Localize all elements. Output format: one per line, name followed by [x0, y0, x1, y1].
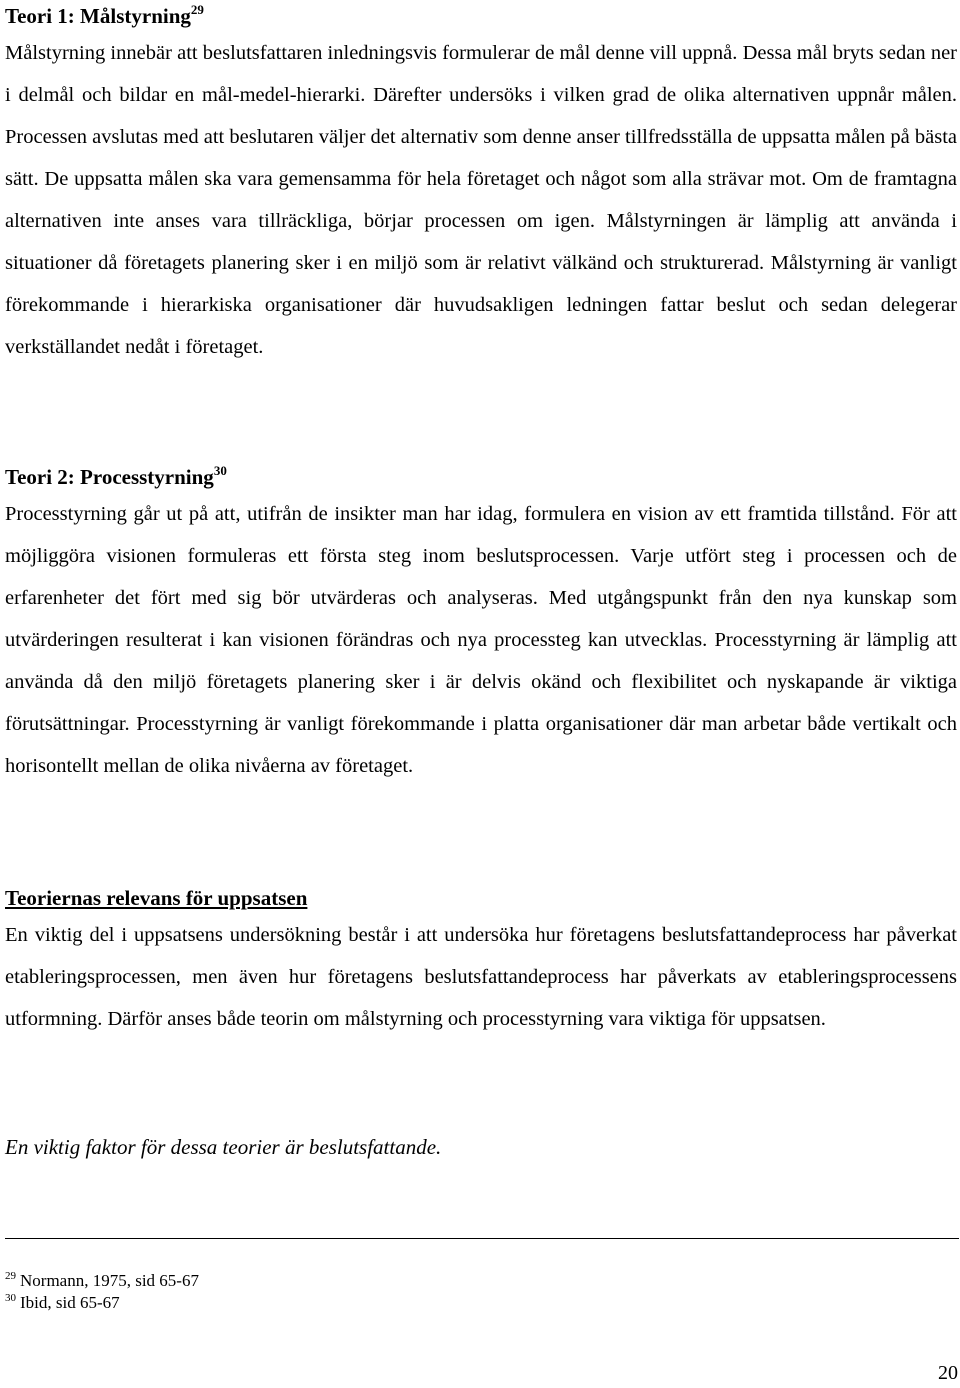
section-title: Teori 1: Målstyrning [5, 4, 191, 28]
footnote-text: Ibid, sid 65-67 [20, 1293, 120, 1312]
page-number: 20 [938, 1362, 958, 1384]
section-heading [5, 886, 957, 910]
footnote-number: 30 [5, 1292, 16, 1304]
section-heading [5, 465, 957, 489]
footnote-item [5, 1292, 199, 1314]
footnote-ref: 29 [190, 2, 204, 17]
footnote-item [5, 1270, 199, 1292]
section-malstyrning [5, 4, 957, 368]
section-title: Teoriernas relevans för uppsatsen [5, 886, 308, 910]
footnotes [5, 1270, 199, 1314]
section-title: Teori 2: Processtyrning [5, 465, 214, 489]
italic-note: En viktig faktor för dessa teorier är beslutsfattande. [5, 1135, 442, 1159]
footnote-number: 29 [5, 1270, 16, 1282]
section-relevans [5, 886, 957, 1040]
section-body: Processtyrning går ut på att, utifrån de insikter man har idag, formulera en vision av ett framtida tillstånd. För att möjliggöra visionen formuleras ett första steg inom beslutsprocessen. Varje utfört steg i processen och de erfarenheter det fört med sig bör utvärderas och analyseras. Med utgångspunkt från den nya kunskap som utvärderingen resulterat i kan visionen förändras och nya processteg kan utvecklas. Processtyrning är lämplig att använda då den miljö företagets planering sker i är delvis okänd och flexibilitet och nyskapande är viktiga förutsättningar. Processtyrning är vanligt förekommande i platta organisationer där man arbetar både vertikalt och horisontellt mellan de olika nivåerna av företaget. [5, 503, 957, 777]
section-body: En viktig del i uppsatsens undersökning består i att undersöka hur företagens beslutsfattandeprocess har påverkat etableringsprocessen, men även hur företagens beslutsfattandeprocess har påverkats av etableringsprocessens utformning. Därför anses både teorin om målstyrning och processtyrning vara viktiga för uppsatsen. [5, 924, 957, 1030]
footnote-text: Normann, 1975, sid 65-67 [20, 1271, 199, 1290]
footnote-ref: 30 [213, 463, 227, 478]
footnote-divider [5, 1238, 959, 1239]
section-body: Målstyrning innebär att beslutsfattaren inledningsvis formulerar de mål denne vill uppnå. Dessa mål bryts sedan ner i delmål och bildar en mål-medel-hierarki. Därefter undersöks i vilken grad de olika alternativen uppnår målen. Processen avslutas med att beslutaren väljer det alternativ som denne anser tillfredsställa de uppsatta målen på bästa sätt. De uppsatta målen ska vara gemensamma för hela företaget och något som alla strävar mot. Om de framtagna alternativen inte anses vara tillräckliga, börjar processen om igen. Målstyrningen är lämplig att använda i situationer då företagets planering sker i en miljö som är relativt välkänd och strukturerad. Målstyrning är vanligt förekommande i hierarkiska organisationer där huvudsakligen ledningen fattar beslut och sedan delegerar verkställandet nedåt i företaget. [5, 42, 957, 358]
section-processtyrning [5, 465, 957, 787]
section-heading [5, 4, 957, 28]
